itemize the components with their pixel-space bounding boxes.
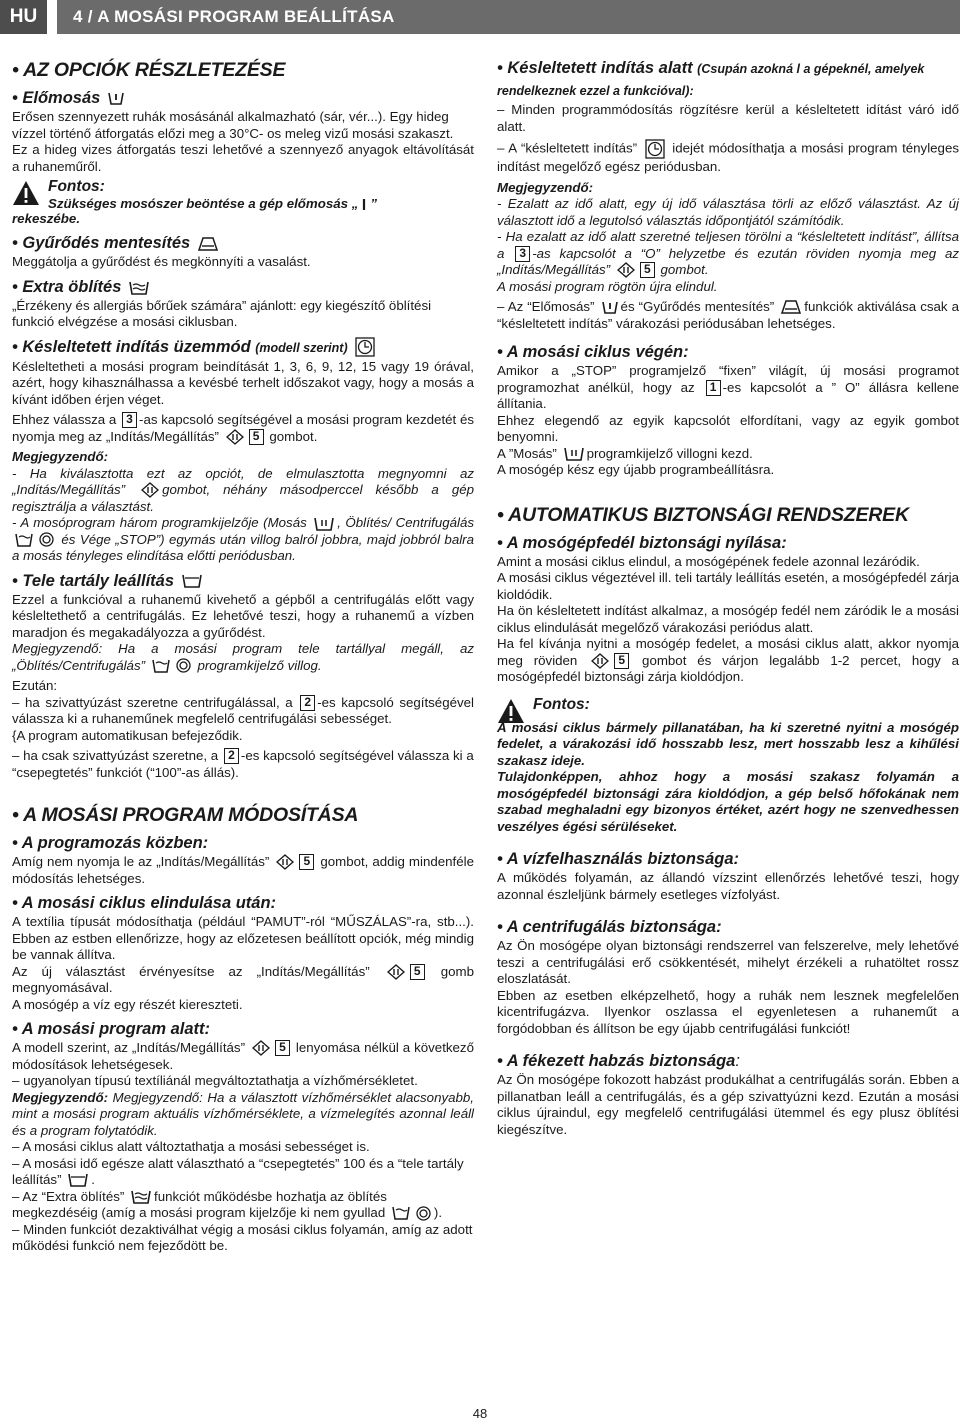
delay-note-2: - A mosóprogram három programkijelzője (Mosás , Öblítés/ Centrifugálás és Vége „STOP”) egymás után villog balról jobbra, majd jobbról balra a mosás tényleges elindítása előtti periódusban. bbox=[12, 515, 475, 563]
note-label-1: Megjegyzendő: bbox=[12, 449, 109, 464]
door-text-1: Amint a mosási ciklus elindul, a mosógépének fedele azonnal lezáródik. bbox=[497, 553, 920, 569]
spin-safety-text-2: Ebben az esetben elképzelhető, hogy a ruhák nem lesznek megfelelően kicentrifugázva. Ilyenkor oszlassa el egyenletesen a ruhaneműt a forgódobban és állítson be egy újabb centrifugálási funkciót! bbox=[497, 987, 959, 1036]
section-title-bar: 4 / A MOSÁSI PROGRAM BEÁLLÍTÁSA bbox=[57, 0, 960, 34]
delay-period-text-1: – Minden programmódosítás rögzítésre kerül a késleltetett idítást váró idő alatt. bbox=[497, 102, 959, 134]
wash-icon bbox=[564, 446, 584, 461]
then-item-1: – ha szivattyúzást szeretne centrifugálással, a 2 -es kapcsoló segítségével válassza ki a ruhaneműnek megfelelő centrifugálási sebességet. bbox=[12, 694, 474, 726]
delay-heading: • Késleltetett indítás üzemmód (modell szerint) bbox=[12, 337, 474, 359]
warning-1-text: Szükséges mosószer beöntése a gép előmosás „ ” bbox=[48, 196, 378, 211]
anti-crease-icon bbox=[781, 300, 801, 314]
during-wash-note: Megjegyzendő: Megjegyzendő: Ha a választott vízhőmérséklet alacsonyabb, mint a mosási program aktuális vízhőmérséklete, a vízmelegítés azonnal leáll és a program folytatódik. bbox=[12, 1089, 474, 1138]
right-column bbox=[497, 58, 959, 1138]
door-text-4: Ha fel kívánja nyitni a mosógép fedelet, a mosási ciklus alatt, akkor nyomja meg röviden 5 gombot és várjon legalább 1-2 percet, hogy a mosógépfedél biztonsági zárja kioldódjon. bbox=[497, 636, 959, 684]
warning-2-text-1: A mosási ciklus bármely pillanatában, ha ki szeretné nyitni a mosógép fedelet, a várakozási idő hosszabb lesz, mert hosszabb lesz a kihűlési szakasz ideje. bbox=[497, 719, 959, 768]
crease-text: Meggátolja a gyűrődést és megkönnyíti a vasalást. bbox=[12, 254, 311, 269]
then-item-2: {A program automatikusan befejeződik. bbox=[12, 727, 243, 743]
rinse-spin-icon bbox=[392, 1206, 410, 1220]
prewash-icon bbox=[602, 300, 618, 315]
during-programming-text: Amíg nem nyomja le az „Indítás/Megállítás” 5 gombot, addig mindenféle módosítás lehetséges. bbox=[12, 854, 474, 886]
warning-1-title: Fontos: bbox=[48, 178, 105, 195]
wash-icon bbox=[314, 516, 334, 531]
cycle-end-heading: • A mosási ciklus végén: bbox=[497, 343, 689, 361]
knob-2-box: 2 bbox=[224, 748, 239, 764]
button-5-box: 5 bbox=[275, 1040, 290, 1056]
during-wash-text-2: – ugyanolyan típusú textíliánál megváltoztathatja a vízhőmérsékletet. bbox=[12, 1073, 418, 1088]
options-heading: • AZ OPCIÓK RÉSZLETEZÉSE bbox=[12, 59, 286, 81]
spin-icon bbox=[39, 532, 54, 547]
warning-icon bbox=[12, 180, 40, 206]
start-pause-icon bbox=[141, 482, 159, 498]
knob-2-box: 2 bbox=[300, 695, 315, 711]
door-text-3: Ha ön késleltetett indítást alkalmaz, a mosógép fedél nem záródik le a mosási ciklus elindulását megelőző várakozási periódus alatt. bbox=[497, 603, 959, 635]
button-5-box: 5 bbox=[410, 964, 425, 980]
cycle-end-text-1: Amikor a „STOP” programjelző “fixen” világít, új mosási programot programozhat anélkül, hogy az 1 -es kapcsolót a ” O” állásra kellene állítania. bbox=[497, 363, 959, 411]
cycle-end-text-4: A mosógép kész egy újabb programbeállításra. bbox=[497, 462, 775, 477]
delay-period-heading: • Késleltetett indítás alatt (Csupán azokná l a gépeknél, amelyek rendelkeznek ezzel a funkcióval): bbox=[497, 59, 925, 98]
start-pause-icon bbox=[617, 262, 635, 278]
warning-2-text-2: Tulajdonképpen, ahhoz hogy a mosási szakasz folyamán a mosógépfedél biztonsági zára kioldódjon, a gép belső hőfokának nem szabad meghaladni egy bizonyos értéket, azért hogy ne szenvedhessen veszélyes égési sérüléseket. bbox=[497, 769, 959, 834]
extra-rinse-icon bbox=[129, 280, 149, 295]
knob-3-box: 3 bbox=[515, 246, 530, 262]
cycle-end-text-3: A ”Mosás” programkijelző villogni kezd. bbox=[497, 445, 753, 461]
water-safety-heading: • A vízfelhasználás biztonsága: bbox=[497, 850, 740, 868]
prewash-compartment-icon bbox=[361, 198, 367, 211]
during-wash-text-1: A modell szerint, az „Indítás/Megállítás” 5 lenyomása nélkül a következő módosítások lehetségesek. bbox=[12, 1040, 474, 1072]
spin-icon bbox=[416, 1206, 431, 1221]
rinse-spin-icon bbox=[152, 659, 170, 673]
prewash-heading: • Előmosás bbox=[12, 88, 474, 109]
rinse-spin-icon bbox=[15, 533, 33, 547]
warning-1 bbox=[12, 178, 474, 213]
then-label: Ezután: bbox=[12, 678, 58, 693]
language-badge: HU bbox=[0, 0, 47, 34]
page-header bbox=[0, 0, 960, 34]
delay-period-note-2: - Ha ezalatt az idő alatt szeretné teljesen törölni a “késleltetett indítást”, állítsa a 3 -as kapcsolót a “O” helyzetbe és ezután röviden nyomja meg az „Indítás/Megállítás” 5 gombot. bbox=[497, 229, 959, 277]
spin-safety-heading: • A centrifugálás biztonsága: bbox=[497, 918, 722, 936]
rinse-hold-icon bbox=[68, 1173, 88, 1187]
prewash-icon bbox=[108, 91, 124, 106]
prewash-text: Erősen szennyezett ruhák mosásánál alkalmazható (sár, vér...). Egy hideg vízzel történő átforgatás előzi meg a 30°C- os meleg vizű mosási szakaszt. bbox=[12, 109, 454, 141]
page-number: 48 bbox=[472, 1406, 488, 1421]
auto-safety-heading: • AUTOMATIKUS BIZTONSÁGI RENDSZEREK bbox=[497, 503, 909, 526]
spin-icon bbox=[176, 658, 191, 673]
delay-period-note-1: - Ezalatt az idő alatt, egy új idő választása törli az előző választást. Az új választott idő a legutolsó választás időpontjától számítódik. bbox=[497, 196, 959, 228]
during-programming-heading: • A programozás közben: bbox=[12, 834, 209, 852]
during-wash-heading: • A mosási program alatt: bbox=[12, 1020, 211, 1038]
crease-heading: • Gyűrődés mentesítés bbox=[12, 233, 474, 254]
during-wash-text-4: – A mosási idő egésze alatt választható a “csepegtetés” 100 és a “tele tartály leállítás” . bbox=[12, 1155, 464, 1187]
clock-icon bbox=[355, 337, 375, 357]
knob-3-box: 3 bbox=[122, 412, 137, 428]
rinsehold-heading: • Tele tartály leállítás bbox=[12, 571, 474, 592]
anti-crease-icon bbox=[198, 237, 218, 251]
during-wash-text-6: – Minden funkciót dezaktiválhat végig a mosási ciklus folyamán, amíg az adott működési funkció nem fejeződött be. bbox=[12, 1221, 473, 1253]
cycle-end-text-2: Ehhez elegendő az egyik kapcsolót elfordítani, vagy az egyik gombot benyomni. bbox=[497, 412, 959, 444]
modify-heading: • A MOSÁSI PROGRAM MÓDOSÍTÁSA bbox=[12, 804, 359, 826]
note-label-2: Megjegyzendő: bbox=[497, 179, 594, 195]
button-5-box: 5 bbox=[249, 429, 264, 445]
warning-2-title: Fontos: bbox=[533, 695, 590, 713]
door-safety-heading: • A mosógépfedél biztonsági nyílása: bbox=[497, 533, 787, 552]
start-pause-icon bbox=[226, 429, 244, 445]
delay-text-1: Késleltetheti a mosási program beindítását 1, 3, 6, 9, 12, 15 vagy 19 órával, azért, hogy kihasználhassa a kevésbé terhelt időszakot vagy, hogy a mosás a kívánt időben érjen véget. bbox=[12, 358, 474, 407]
button-5-box: 5 bbox=[614, 653, 629, 669]
after-start-text-3: A mosógép a víz egy részét kiereszteti. bbox=[12, 996, 243, 1012]
delay-note-1: - Ha kiválasztotta ezt az opciót, de elmulasztotta megnyomni az „Indítás/Megállítás” gombot, néhány másodperccel később a gép regisztrálja a választást. bbox=[12, 465, 475, 514]
foam-safety-heading: • A fékezett habzás biztonsága: bbox=[497, 1052, 740, 1070]
foam-safety-text: Az Ön mosógépe fokozott habzást produkálhat a centrifugálás során. Ebben a pillanatban leáll a centrifugálás, és a gép szivattyúzni kezd. Ezután a mosási ciklus újraindul, egy megfelelő centrifugálási ütemmel és egy plusz öblítési kiegészítve. bbox=[497, 1072, 959, 1137]
button-5-box: 5 bbox=[299, 854, 314, 870]
left-column bbox=[12, 58, 474, 1255]
extra-rinse-icon bbox=[131, 1189, 151, 1204]
after-start-text-1: A textília típusát módosíthatja (például “PAMUT”-ról “MŰSZÁLAS”-ra, stb...). Ebben az estben ellenőrizze, hogy az előzetesen beállított opciók, még mindig be vannak állítva. bbox=[12, 914, 474, 962]
door-text-2: A mosási ciklus végeztével ill. teli tartály leállítás esetén, a mosógépfedél zárja kioldódik. bbox=[497, 570, 959, 602]
rinse-hold-icon bbox=[182, 574, 202, 588]
delay-period-note-3: A mosási program rögtön újra elindul. bbox=[497, 278, 718, 294]
rinsehold-text: Ezzel a funkcióval a ruhanemű kivehető a gépből a centrifugálás előtt vagy késleltethető a centrifugálás. Ez lehetővé teszi, hogy a ruhanemű a vízben maradjon és megakadályozza a gyűrődést. bbox=[12, 591, 474, 640]
rinsehold-note: Megjegyzendő: Ha a mosási program tele tartállyal megáll, az „Öblítés/Centrifugálás” programkijelző villog. bbox=[12, 641, 474, 673]
after-start-heading: • A mosási ciklus elindulása után: bbox=[12, 894, 277, 912]
spin-safety-text-1: Az Ön mosógépe olyan biztonsági rendszerrel van felszerelve, mely lehetővé teszi a centrifugálási erő csökkentését, mihelyt érzékeli a ruhatöltet rossz eloszlatását. bbox=[497, 938, 959, 986]
rinse-text: „Érzékeny és allergiás bőrűek számára” ajánlott: egy kiegészítő öblítési funkció elvégzése a mosási ciklusban. bbox=[12, 297, 432, 329]
during-wash-text-5: – Az “Extra öblítés” funkciót működésbe hozhatja az öblítés megkezdéséig (amíg a mosási program kijelzője ki nem gyullad ). bbox=[12, 1188, 443, 1220]
prewash-text-2: Ez a hideg vizes átforgatás teszi lehetővé a szennyező anyagok eltávolítását a ruhaneműről. bbox=[12, 142, 474, 174]
warning-1-text-end: rekeszébe. bbox=[12, 210, 81, 226]
delay-period-text-2: – A “késleltetett indítás” idejét módosíthatja a mosási program tényleges indítást megelőző egész periódusban. bbox=[497, 140, 959, 174]
button-5-box: 5 bbox=[640, 262, 655, 278]
delay-text-2: Ehhez válassza a 3 -as kapcsoló segítségével a mosási program kezdetét és nyomja meg az „Indítás/Megállítás” 5 gombot. bbox=[12, 412, 474, 444]
rinse-heading: • Extra öblítés bbox=[12, 277, 474, 298]
water-safety-text: A működés folyamán, az állandó vízszint ellenőrzés lehetővé teszi, hogy azonnal észleljünk bármely esetleges vízfolyást. bbox=[497, 870, 959, 902]
start-pause-icon bbox=[387, 964, 405, 980]
after-start-text-2: Az új választást érvényesítse az „Indítás/Megállítás” 5 gomb megnyomásával. bbox=[12, 963, 475, 995]
start-pause-icon bbox=[252, 1040, 270, 1056]
delay-period-text-3: – Az “Előmosás” és “Gyűrődés mentesítés” funkciók aktiválása csak a “késleltetett indítás” várakozási periódusában lehetséges. bbox=[497, 299, 959, 331]
knob-1-box: 1 bbox=[706, 380, 721, 396]
start-pause-icon bbox=[276, 854, 294, 870]
then-item-3: – ha csak szivattyúzást szeretne, a 2 -es kapcsoló segítségével válassza ki a “csepegtetés” funkciót (“100”-as állás). bbox=[12, 748, 474, 780]
start-pause-icon bbox=[591, 653, 609, 669]
clock-icon bbox=[645, 139, 665, 159]
during-wash-text-3: – A mosási ciklus alatt változtathatja a mosási sebességet is. bbox=[12, 1139, 370, 1154]
